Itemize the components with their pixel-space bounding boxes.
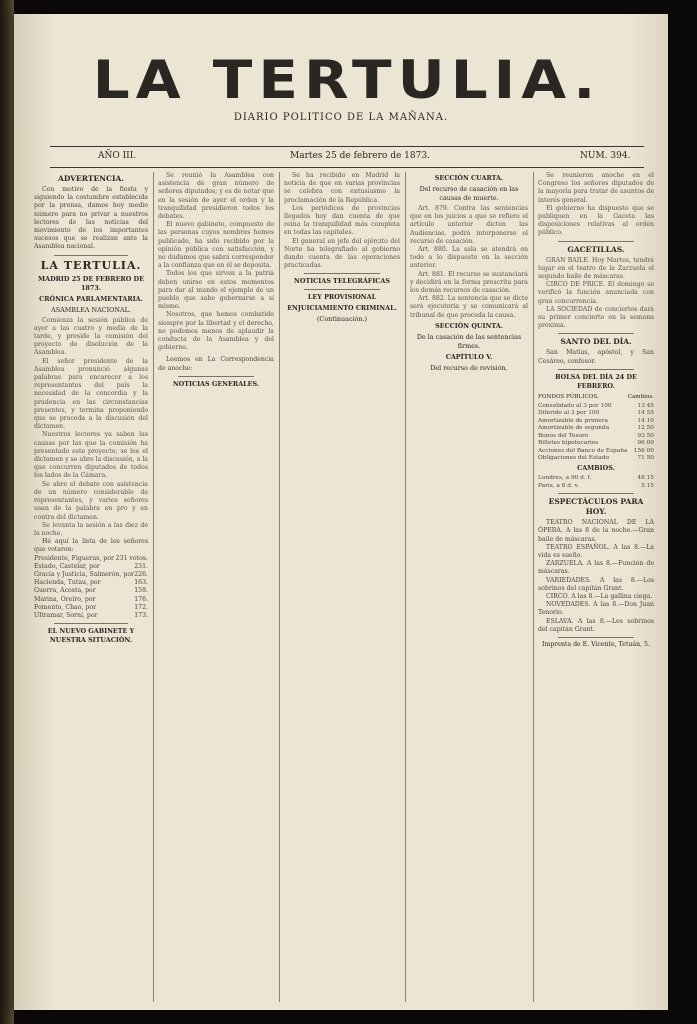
quote-row: Londres, á 90 d. f. 48 15 xyxy=(538,475,654,482)
section-heading: CRÓNICA PARLAMENTARIA. xyxy=(39,294,143,303)
paper-heading: LA TERTULIA. xyxy=(40,258,142,272)
saint-text: San Matías, apóstol, y San Cesáreo, confesor. xyxy=(538,349,654,365)
notice-text: Con motivo de la fiesta y siguiendo la costumbre establecida por la prensa, damos hoy medio número para no privar a nuestros lectores de las noticias del movimiento de los importantes sucesos que se realizan ante la Asamblea nacional. xyxy=(34,186,148,251)
quote-row: Consolidado al 3 por 100 13 45 xyxy=(538,403,654,410)
correspondence-heading: Leemos en La Correspondencia de anoche: xyxy=(158,356,274,372)
paragraph: Todos los que sirven a la patria deben unirse en estos momentos para dar al mundo el ejemplo de un pueblo que sabe gobernarse a sí mismo. xyxy=(158,270,274,311)
divider xyxy=(54,623,128,624)
paragraph: Nosotros, que hemos combatido siempre por la libertad y el derecho, no podemos menos de aplaudir la conducta de la Asamblea y del gobierno. xyxy=(158,311,274,352)
news-heading: NOTICIAS GENERALES. xyxy=(172,379,260,388)
paragraph: Se levanta la sesión a las diez de la noche. xyxy=(34,521,148,537)
article: Art. 882. La sentencia que se dicte será ejecutoria y se comunicará al tribunal de que proceda la causa. xyxy=(410,295,528,319)
section-heading: SECCIÓN QUINTA. xyxy=(435,321,503,330)
column-separator xyxy=(405,172,406,1002)
quote-row: Amortizable de segunda 12 50 xyxy=(538,425,654,432)
theatre-listing: NOVEDADES. A las 8.—Don Juan Tenorio. xyxy=(538,601,654,617)
exchange-column-header: FONDOS PÚBLICOS. xyxy=(538,393,599,400)
vote-list-item: Ultramar, Sorní, por 173. xyxy=(34,611,148,619)
quote-row: Bonos del Tesoro 93 50 xyxy=(538,432,654,439)
masthead xyxy=(50,44,644,116)
dateline: MADRID 25 DE FEBRERO DE 1873. xyxy=(38,274,144,292)
vote-list-item: Guerra, Acosta, por 159. xyxy=(34,587,148,595)
gacetilla: GRAN BAILE. Hoy Martes, tendrá lugar en el teatro de la Zarzuela el segundo baile de máscaras. xyxy=(538,256,654,281)
vote-list-item: Gracia y Justicia, Salmerón, por 226. xyxy=(34,570,148,578)
vote-list-item: Hacienda, Tutau, por 163. xyxy=(34,579,148,587)
gacetilla: CIRCO DE PRICE. El domingo se verificó la función anunciada con gran concurrencia. xyxy=(538,281,654,305)
quote-row: París, á 8 d. v. 5 15 xyxy=(538,482,654,489)
paragraph: El nuevo gabinete, compuesto de las personas cuyos nombres hemos publicado, ha sido recibido por la opinión pública con satisfacción, y no dudamos que sabrá corresponder a la confianza que en él se deposita. xyxy=(158,221,274,270)
quote-row: Diferido al 3 por 100 14 55 xyxy=(538,410,654,417)
vote-list-item: Fomento, Chao, por 172. xyxy=(34,603,148,611)
info-rule xyxy=(50,167,644,168)
column-separator xyxy=(533,172,534,1002)
column-2 xyxy=(158,172,274,1002)
exchange-column-header: Cambios. xyxy=(627,393,654,400)
column-separator xyxy=(279,172,280,1002)
issue-year: AÑO III. xyxy=(98,151,137,161)
theatre-listing: ZARZUELA. A las 8.—Función de máscaras. xyxy=(538,560,654,576)
telegram-heading: NOTICIAS TELEGRÁFICAS xyxy=(294,277,390,286)
issue-info-bar xyxy=(50,151,644,165)
paragraph: El gobierno ha dispuesto que se publiquen en la Gaceta las disposiciones relativas al orden público. xyxy=(538,204,654,237)
article: Art. 879. Contra las sentencias que en los juicios a que se refiere el artículo anterior dicten las Audiencias, podrá interponerse el recurso de casación. xyxy=(410,205,528,245)
vote-list-item: Marina, Oreiro, por 176. xyxy=(34,595,148,603)
exchange-table-header xyxy=(538,393,654,401)
paragraph: Se abre el debate con asistencia de un número considerable de representantes, y varios señores usan de la palabra en pro y en contra del dictamen. xyxy=(34,480,148,521)
theatre-listing: VARIEDADES. A las 8.—Los sobrinos del capitán Grant. xyxy=(538,576,654,592)
column-5 xyxy=(538,172,654,1002)
vote-list-item: Presidente, Figueras, por 231 votos. xyxy=(34,554,148,562)
divider xyxy=(304,273,380,274)
quote-row: Acciones del Banco de España 156 00 xyxy=(538,447,654,454)
column-4 xyxy=(410,172,528,1002)
paragraph: Comienza la sesión pública de ayer a las cuatro y media de la tarde, y preside la comisión del proyecto de disolución de la Asamblea. xyxy=(34,316,148,357)
quote-row: Amortizable de primera 14 10 xyxy=(538,417,654,424)
issue-date: Martes 25 de febrero de 1873. xyxy=(290,151,430,161)
divider xyxy=(558,493,634,494)
top-rule xyxy=(50,146,644,147)
paragraph: El general en jefe del ejército del Norte ha telegrafiado al gobierno dando cuenta de las operaciones practicadas. xyxy=(284,237,400,270)
divider xyxy=(558,637,634,638)
section-heading: SECCIÓN CUARTA. xyxy=(434,174,504,182)
vote-list-item: Estado, Castelar, por 231. xyxy=(34,562,148,570)
article: Art. 880. La sala se atendrá en todo a lo dispuesto en la sección anterior. xyxy=(410,246,528,270)
exchange-subheading: CAMBIOS. xyxy=(577,464,615,473)
paragraph: Se reunió la Asamblea con asistencia de gran número de señores diputados; y es de notar que en la sesión de ayer el orden y la tranquilidad presidieron todos los debates. xyxy=(158,172,274,221)
column-1 xyxy=(34,172,148,1002)
masthead-title: LA TERTULIA. xyxy=(92,49,602,111)
theatre-listing: TEATRO ESPAÑOL. A las 8.—La vida es sueño. xyxy=(538,543,654,559)
divider xyxy=(178,376,254,377)
paragraph: Nuestros lectores ya saben las causas por las que la comisión ha presentado este proyecto; se lee el dictamen y se abre la discusión, a la que concurren diputados de todos los lados de la Cámara. xyxy=(34,431,148,480)
divider xyxy=(558,333,634,334)
column-3 xyxy=(284,172,400,1002)
masthead-subtitle: DIARIO POLITICO DE LA MAÑANA. xyxy=(233,112,449,123)
chapter-subheading: Del recurso de revisión. xyxy=(430,363,508,372)
article: Art. 881. El recurso se sustanciará y decidirá en la forma prescrita para los demás recursos de casación. xyxy=(410,270,528,295)
paragraph: Se ha recibido en Madrid la noticia de que en varias provincias se celebra con entusiasmo la proclamación de la República. xyxy=(284,172,400,204)
footer-imprint: Imprenta de E. Vicente, Tetuán, 5. xyxy=(542,640,650,648)
chapter-heading: CAPÍTULO V. xyxy=(445,352,493,361)
paragraph: Se reunieron anoche en el Congreso los señores diputados de la mayoría para tratar de asuntos de interés general. xyxy=(538,172,654,204)
theatre-listing: ESLAVA. A las 8.—Los sobrinos del capitán Grant. xyxy=(538,617,654,633)
quote-row: Obligaciones del Estado 71 50 xyxy=(538,454,654,461)
procedure-subheading: (Continuación.) xyxy=(316,315,368,324)
theatre-listing: CIRCO. A las 8.—La gallina ciega. xyxy=(546,592,653,600)
vote-list xyxy=(34,555,148,621)
newspaper-page xyxy=(14,14,668,1010)
divider xyxy=(558,369,634,370)
exchange-heading: BOLSA DEL DÍA 24 DE FEBRERO. xyxy=(555,372,637,390)
procedure-heading: ENJUICIAMIENTO CRIMINAL. xyxy=(287,304,397,313)
book-spine xyxy=(0,0,14,1024)
quote-row: Billetes hipotecarios 96 00 xyxy=(538,440,654,447)
section-subheading: Del recurso de casación en las causas de muerte. xyxy=(419,185,519,202)
gacetillas-heading: GACETILLAS. xyxy=(567,244,625,254)
notice-heading: ADVERTENCIA. xyxy=(58,174,124,183)
theatre-listing: TEATRO NACIONAL DE LA ÓPERA. A las 8 de la noche.—Gran baile de máscaras. xyxy=(538,519,654,543)
provisional-law-heading: LEY PROVISIONAL xyxy=(307,293,377,302)
paragraph: Los periódicos de provincias llegados hoy dan cuenta de que reina la tranquilidad más completa en todas las capitales. xyxy=(284,204,400,237)
divider xyxy=(558,241,634,242)
closing-heading: EL NUEVO GABINETE Y NUESTRA SITUACIÓN. xyxy=(47,627,135,645)
vote-list-intro: Hé aquí la lista de los señores que votaron: xyxy=(34,538,148,554)
theatre-heading: ESPECTÁCULOS PARA HOY. xyxy=(548,497,644,517)
section-subheading: De la casación de las sentencias firmes. xyxy=(416,332,522,350)
issue-number: NUM. 394. xyxy=(580,151,631,161)
gacetilla: LA SOCIEDAD de conciertos dará su primer concierto en la semana próxima. xyxy=(538,305,654,330)
saint-heading: SANTO DEL DÍA. xyxy=(560,337,632,347)
divider xyxy=(54,255,128,256)
column-separator xyxy=(153,172,154,1002)
subsection-heading: ASAMBLEA NACIONAL. xyxy=(51,305,131,314)
divider xyxy=(304,289,380,290)
paragraph: El señor presidente de la Asamblea pronunció algunas palabras para encarecer a los representantes del país la necesidad de la concordia y la prudencia en las circunstancias presentes, y termina proponiendo que se proceda a la discusión del dictamen. xyxy=(34,357,148,431)
